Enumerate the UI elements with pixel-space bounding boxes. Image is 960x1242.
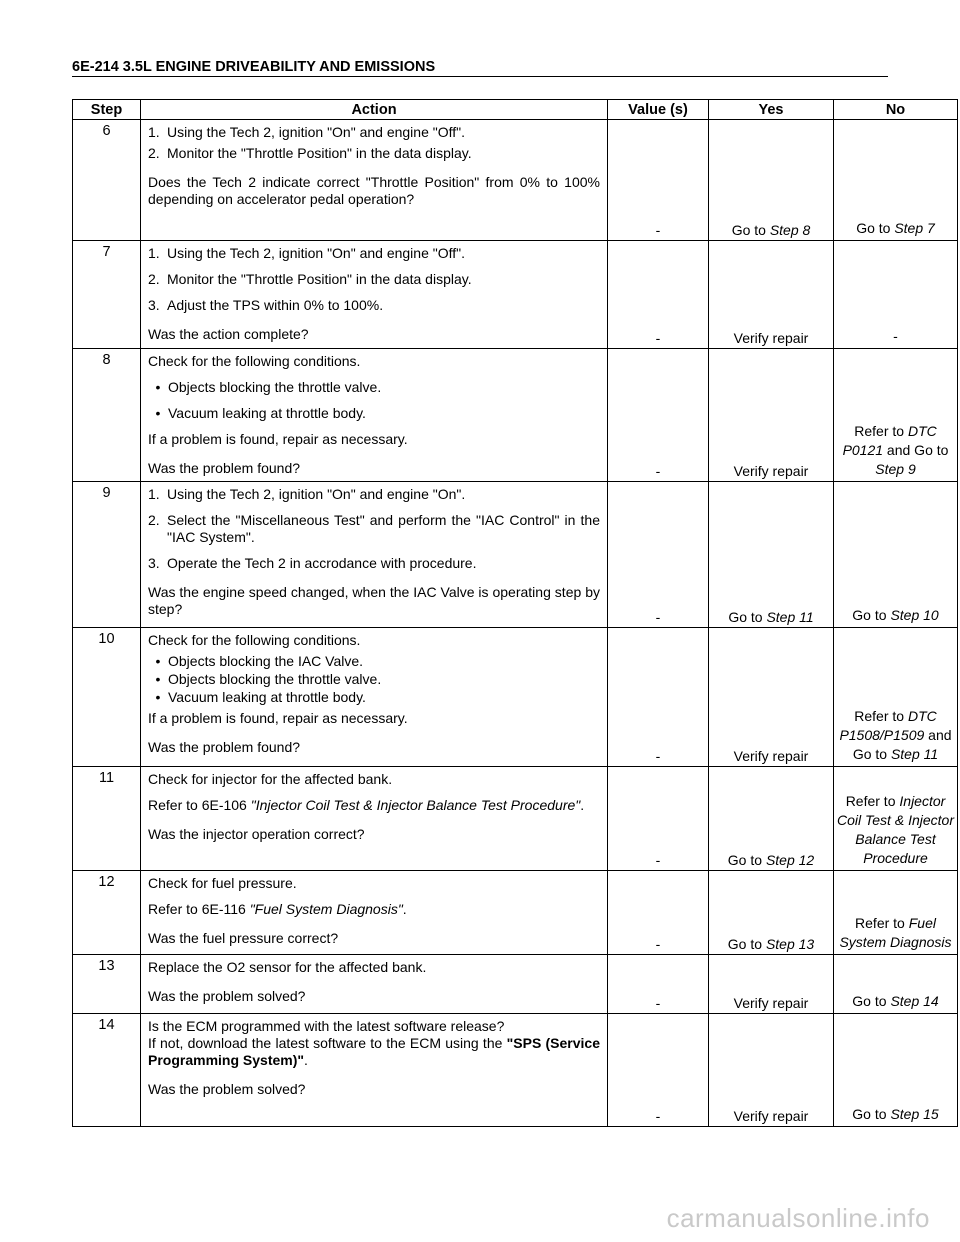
- condition-item: Objects blocking the IAC Valve.: [168, 653, 364, 669]
- action-text: Refer to 6E-106 "Injector Coil Test & Injector Balance Test Procedure".: [148, 797, 585, 813]
- no-cell: Go to Step 14: [834, 955, 958, 1014]
- action-question: Was the problem found?: [148, 739, 301, 755]
- action-cell: [141, 349, 608, 482]
- action-cell: 1. Using the Tech 2, ignition "On" and engine "On". 2. Select the "Miscellaneous Test" and perform the "IAC Control" in the "IAC System". 3. Operate the Tech 2 in accrodance with procedure. Was the engine speed changed, when the IAC Valve is operating step by step?: [141, 482, 608, 628]
- action-text: If a problem is found, repair as necessary.: [148, 710, 408, 726]
- step-number: 12: [73, 871, 141, 955]
- diagnostic-table: [72, 99, 958, 1127]
- procedure-reference: Fuel System Diagnosis: [839, 915, 952, 950]
- yes-cell: Go to Step 8: [709, 120, 834, 241]
- action-cell: [141, 1014, 608, 1127]
- value-cell: -: [608, 120, 709, 241]
- table-row: [73, 120, 958, 241]
- step-reference: Step 11: [890, 746, 939, 762]
- action-question: Was the injector operation correct?: [148, 826, 365, 842]
- table-row: [73, 628, 958, 767]
- bullet-icon: •: [155, 405, 161, 421]
- yes-cell: Verify repair: [709, 628, 834, 767]
- yes-cell: Go to Step 12: [709, 767, 834, 871]
- step-number: 9: [73, 482, 141, 628]
- table-row: [73, 241, 958, 349]
- action-question: Was the fuel pressure correct?: [148, 930, 339, 946]
- value-cell: -: [608, 955, 709, 1014]
- step-reference: Step 13: [765, 936, 815, 952]
- value-cell: -: [608, 241, 709, 349]
- condition-item: Vacuum leaking at throttle body.: [168, 689, 366, 705]
- action-instruction: Adjust the TPS within 0% to 100%.: [167, 297, 384, 313]
- step-number: 7: [73, 241, 141, 349]
- no-cell: Go to Step 7: [834, 120, 958, 241]
- action-question: Does the Tech 2 indicate correct "Throttle Position" from 0% to 100% depending on accelerator pedal operation?: [148, 174, 600, 207]
- bullet-icon: •: [155, 379, 161, 395]
- col-header-yes: Yes: [709, 100, 834, 120]
- step-number: 14: [73, 1014, 141, 1127]
- yes-cell: Go to Step 11: [709, 482, 834, 628]
- no-cell: Refer to Fuel System Diagnosis: [834, 871, 958, 955]
- action-instruction: Using the Tech 2, ignition "On" and engine "Off".: [167, 245, 465, 261]
- yes-cell: Verify repair: [709, 955, 834, 1014]
- action-text: Check for the following conditions.: [148, 632, 361, 648]
- action-cell: 1. Using the Tech 2, ignition "On" and engine "Off". 2. Monitor the "Throttle Position" in the data display. Does the Tech 2 indicate correct "Throttle Position" from 0% to 100% depending on accelerator pedal operation?: [141, 120, 608, 241]
- action-instruction: Monitor the "Throttle Position" in the data display.: [167, 271, 472, 287]
- action-text: If not, download the latest software to the ECM using the "SPS (Service Programming System)".: [148, 1035, 600, 1068]
- col-header-action: Action: [141, 100, 608, 120]
- table-row: [73, 349, 958, 482]
- dtc-reference: DTC P1508/P1509: [839, 708, 937, 743]
- step-reference: Step 12: [765, 852, 815, 868]
- action-cell: 1. Using the Tech 2, ignition "On" and engine "Off". 2. Monitor the "Throttle Position" in the data display. 3. Adjust the TPS within 0% to 100%. Was the action complete?: [141, 241, 608, 349]
- no-cell: -: [834, 241, 958, 349]
- table-row: [73, 955, 958, 1014]
- table-row: [73, 767, 958, 871]
- no-cell: Go to Step 15: [834, 1014, 958, 1127]
- watermark: carmanualsonline.info: [666, 1203, 930, 1233]
- step-reference: Step 11: [766, 609, 814, 625]
- action-cell: [141, 767, 608, 871]
- step-number: 13: [73, 955, 141, 1014]
- step-number: 11: [73, 767, 141, 871]
- value-cell: -: [608, 349, 709, 482]
- step-reference: Step 10: [890, 607, 939, 623]
- bullet-icon: •: [155, 653, 161, 669]
- condition-item: Objects blocking the throttle valve.: [168, 379, 382, 395]
- table-row: [73, 1014, 958, 1127]
- action-question: Was the engine speed changed, when the IAC Valve is operating step by step?: [148, 584, 600, 617]
- col-header-step: Step: [73, 100, 141, 120]
- table-header-row: [73, 100, 958, 120]
- yes-cell: Verify repair: [709, 349, 834, 482]
- action-instruction: Select the "Miscellaneous Test" and perform the "IAC Control" in the "IAC System".: [167, 512, 600, 545]
- table-row: [73, 871, 958, 955]
- yes-cell: Verify repair: [709, 1014, 834, 1127]
- value-cell: -: [608, 482, 709, 628]
- action-instruction: Using the Tech 2, ignition "On" and engine "Off".: [167, 124, 465, 140]
- action-text: Is the ECM programmed with the latest software release?: [148, 1018, 505, 1034]
- condition-item: Vacuum leaking at throttle body.: [168, 405, 366, 421]
- action-text: If a problem is found, repair as necessary.: [148, 431, 408, 447]
- value-cell: -: [608, 628, 709, 767]
- value-cell: -: [608, 1014, 709, 1127]
- step-reference: Step 14: [890, 993, 939, 1009]
- step-number: 8: [73, 349, 141, 482]
- action-text: Refer to 6E-116 "Fuel System Diagnosis".: [148, 901, 407, 917]
- col-header-value: Value (s): [608, 100, 709, 120]
- table-row: [73, 482, 958, 628]
- action-text: Check for the following conditions.: [148, 353, 361, 369]
- yes-cell: Verify repair: [709, 241, 834, 349]
- step-reference: Step 15: [890, 1106, 939, 1122]
- bullet-icon: •: [155, 689, 161, 705]
- action-question: Was the action complete?: [148, 326, 309, 342]
- step-reference: Step 9: [875, 461, 916, 477]
- col-header-no: No: [834, 100, 958, 120]
- action-cell: [141, 628, 608, 767]
- bullet-icon: •: [155, 671, 161, 687]
- no-cell: Go to Step 10: [834, 482, 958, 628]
- action-question: Was the problem found?: [148, 460, 301, 476]
- procedure-reference: "Fuel System Diagnosis": [249, 901, 403, 917]
- action-cell: [141, 871, 608, 955]
- action-text: Check for injector for the affected bank.: [148, 771, 393, 787]
- action-instruction: Operate the Tech 2 in accrodance with procedure.: [167, 555, 477, 571]
- action-cell: [141, 955, 608, 1014]
- step-number: 6: [73, 120, 141, 241]
- dtc-reference: DTC P0121: [842, 423, 937, 458]
- header-rule: [72, 76, 888, 77]
- action-instruction: Monitor the "Throttle Position" in the data display.: [167, 145, 472, 161]
- value-cell: -: [608, 871, 709, 955]
- condition-item: Objects blocking the throttle valve.: [168, 671, 382, 687]
- page-title: 6E-214 3.5L ENGINE DRIVEABILITY AND EMISSIONS: [72, 59, 436, 75]
- action-text: Replace the O2 sensor for the affected bank.: [148, 959, 427, 975]
- action-question: Was the problem solved?: [148, 988, 306, 1004]
- step-reference: Step 8: [769, 222, 811, 238]
- value-cell: -: [608, 767, 709, 871]
- sps-reference: "SPS (Service Programming System)": [148, 1035, 600, 1068]
- action-text: Check for fuel pressure.: [148, 875, 297, 891]
- yes-cell: Go to Step 13: [709, 871, 834, 955]
- no-cell: Refer to Injector Coil Test & Injector Balance Test Procedure: [834, 767, 958, 871]
- no-cell: Refer to DTC P1508/P1509 and Go to Step 11: [834, 628, 958, 767]
- procedure-reference: "Injector Coil Test & Injector Balance Test Procedure": [250, 797, 581, 813]
- no-cell: Refer to DTC P0121 and Go to Step 9: [834, 349, 958, 482]
- step-reference: Step 7: [894, 220, 935, 236]
- step-number: 10: [73, 628, 141, 767]
- action-question: Was the problem solved?: [148, 1081, 306, 1097]
- procedure-reference: Injector Coil Test & Injector Balance Test Procedure: [837, 793, 954, 866]
- action-instruction: Using the Tech 2, ignition "On" and engine "On".: [167, 486, 466, 502]
